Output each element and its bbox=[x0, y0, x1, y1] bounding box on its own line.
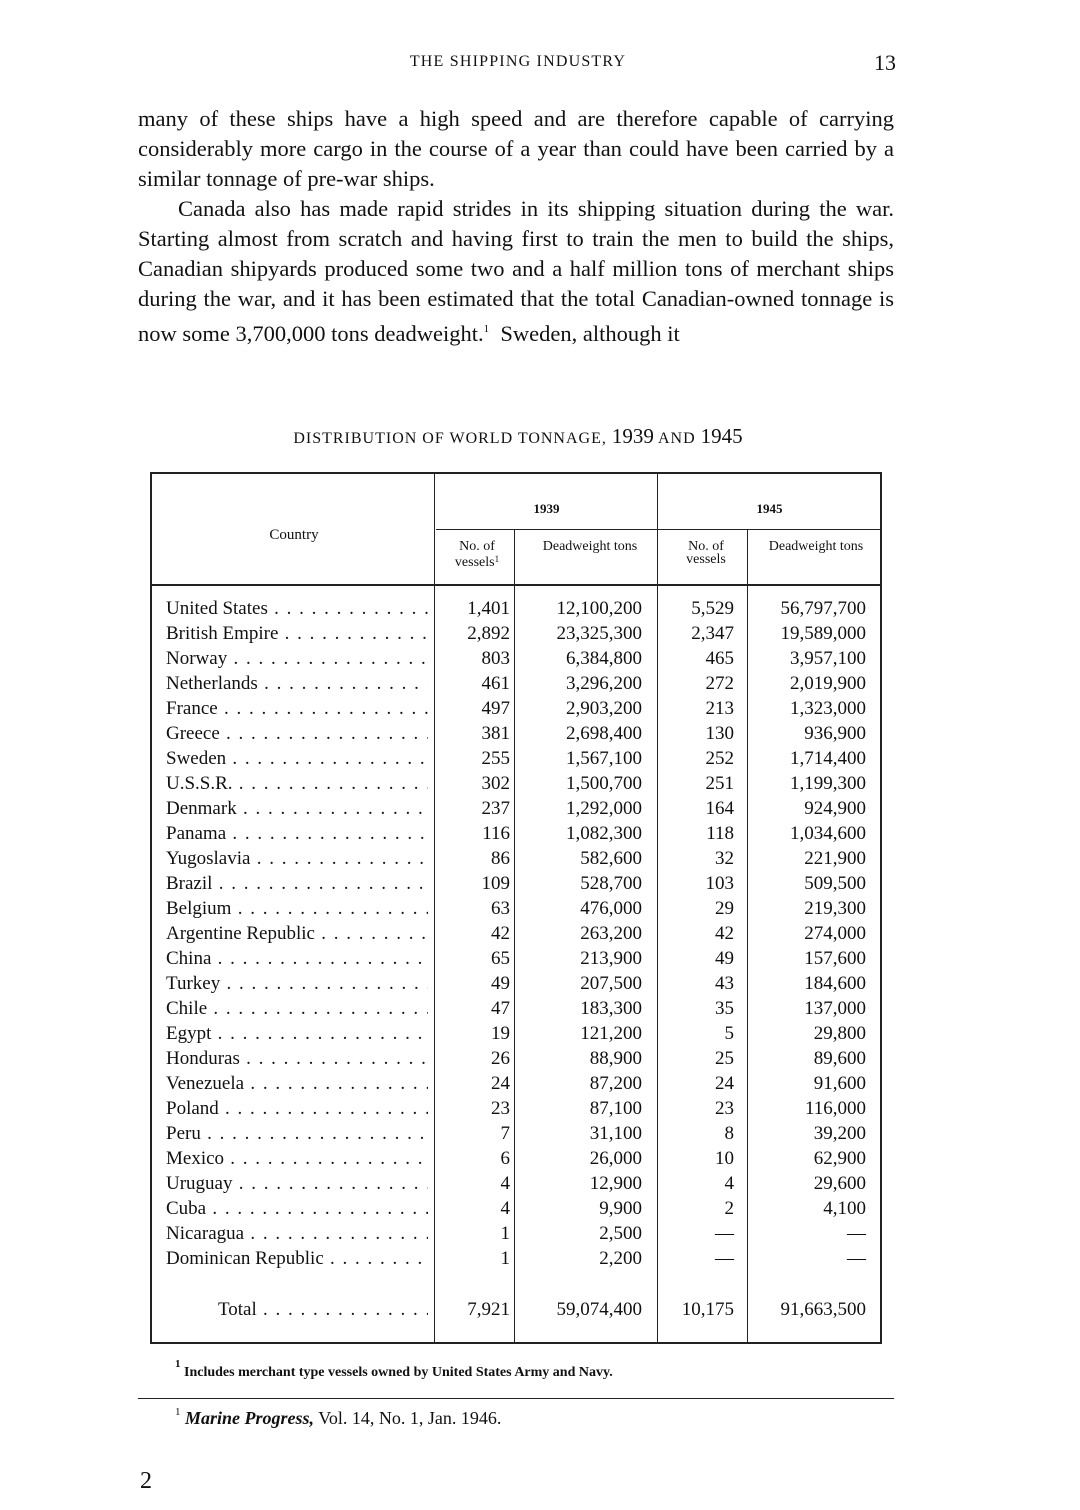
table-row bbox=[152, 946, 880, 971]
tons-1939-cell: 1,567,100 bbox=[566, 748, 642, 769]
vessels-1939-cell: 19 bbox=[491, 1023, 510, 1044]
vessels-1945-cell: 42 bbox=[715, 923, 734, 944]
paragraph-2-tail: Sweden, although it bbox=[500, 321, 680, 346]
footnote-rule bbox=[138, 1398, 894, 1399]
vessels-1939-cell: 237 bbox=[481, 798, 510, 819]
vessels-1939-cell: 26 bbox=[491, 1048, 510, 1069]
table-row bbox=[152, 1246, 880, 1271]
vessels-1945-cell: 24 bbox=[715, 1073, 734, 1094]
country-cell: British Empire . . . bbox=[166, 621, 428, 646]
tons-1945-cell: 1,199,300 bbox=[790, 773, 866, 794]
table-row bbox=[152, 1021, 880, 1046]
tons-1939-cell: 528,700 bbox=[580, 873, 642, 894]
tons-1945-cell: 3,957,100 bbox=[790, 648, 866, 669]
tons-1939-cell: 87,100 bbox=[589, 1098, 642, 1119]
header-1945: 1945 bbox=[756, 501, 783, 516]
vessels-1945-cell: 251 bbox=[705, 773, 734, 794]
tons-1945-cell: 137,000 bbox=[804, 998, 866, 1019]
tons-1945-cell: 184,600 bbox=[804, 973, 866, 994]
vessels-1945-cell: 23 bbox=[715, 1098, 734, 1119]
page-number: 13 bbox=[874, 50, 896, 75]
tons-1945-cell: 62,900 bbox=[813, 1148, 866, 1169]
table-row bbox=[152, 1096, 880, 1121]
table-row bbox=[152, 796, 880, 821]
country-cell: France . . . bbox=[166, 696, 428, 721]
country-cell: Nicaragua . . . bbox=[166, 1221, 428, 1246]
tons-1939-cell: 6,384,800 bbox=[566, 648, 642, 669]
vessels-1945-cell: 10 bbox=[715, 1148, 734, 1169]
tons-1945-cell: 924,900 bbox=[804, 798, 866, 819]
table-row bbox=[152, 1171, 880, 1196]
footnote-number: 1 bbox=[175, 1406, 181, 1418]
country-cell: U.S.S.R. . . . bbox=[166, 771, 428, 796]
paragraph-2 bbox=[138, 194, 894, 349]
country-cell: Belgium . . . bbox=[166, 896, 428, 921]
table-caption bbox=[140, 424, 896, 449]
tons-1939-cell: 87,200 bbox=[589, 1073, 642, 1094]
table-row bbox=[152, 821, 880, 846]
tons-1939-cell: 2,903,200 bbox=[566, 698, 642, 719]
vessels-1945-cell: 130 bbox=[705, 723, 734, 744]
header-vessels-1945: No. of vessels bbox=[686, 539, 726, 567]
vessels-1945-cell: 29 bbox=[715, 898, 734, 919]
vessels-1939-cell: 109 bbox=[481, 873, 510, 894]
vessels-1939-cell: 4 bbox=[500, 1173, 510, 1194]
table-note bbox=[175, 1358, 613, 1381]
tons-1945-cell: 1,034,600 bbox=[790, 823, 866, 844]
tons-1939-cell: 9,900 bbox=[599, 1198, 642, 1219]
vessels-1945-cell: 118 bbox=[706, 823, 734, 844]
caption-and: AND bbox=[658, 430, 696, 447]
tons-1939-cell: 121,200 bbox=[580, 1023, 642, 1044]
country-cell: Greece . . . bbox=[166, 721, 428, 746]
table-row bbox=[152, 971, 880, 996]
country-cell: Egypt . . . bbox=[166, 1021, 428, 1046]
tons-1945-cell: 1,323,000 bbox=[790, 698, 866, 719]
header-tons-1945: Deadweight tons bbox=[768, 539, 864, 554]
table-row bbox=[152, 1046, 880, 1071]
country-cell: Dominican Republic . . . bbox=[166, 1246, 428, 1271]
vessels-1945-cell: 465 bbox=[705, 648, 734, 669]
country-cell: Mexico . . . bbox=[166, 1146, 428, 1171]
vessels-1939-cell: 6 bbox=[500, 1148, 510, 1169]
country-cell: United States . . . bbox=[166, 596, 428, 621]
tons-1945-cell: 29,800 bbox=[813, 1023, 866, 1044]
tons-1939-cell: 2,200 bbox=[599, 1248, 642, 1269]
tons-1945-cell: 2,019,900 bbox=[790, 673, 866, 694]
country-cell: Denmark . . . bbox=[166, 796, 428, 821]
table-row bbox=[152, 671, 880, 696]
country-cell: Argentine Republic . . . bbox=[166, 921, 428, 946]
tons-1945-cell: 4,100 bbox=[823, 1198, 866, 1219]
tons-1945-cell: 29,600 bbox=[813, 1173, 866, 1194]
caption-year-1: 1939 bbox=[611, 424, 654, 448]
tons-1945-cell: 116,000 bbox=[804, 1098, 866, 1119]
vessels-1945-cell: 32 bbox=[715, 848, 734, 869]
vessels-1945-cell: 4 bbox=[724, 1173, 734, 1194]
vessels-1939-cell: 497 bbox=[481, 698, 510, 719]
vessels-1945-cell: 35 bbox=[715, 998, 734, 1019]
country-cell: Cuba . . . bbox=[166, 1196, 428, 1221]
vessels-1939-cell: 1,401 bbox=[467, 598, 510, 619]
footnote bbox=[175, 1406, 501, 1429]
tons-1939-cell: 23,325,300 bbox=[556, 623, 642, 644]
tons-1939-cell: 476,000 bbox=[580, 898, 642, 919]
table-row bbox=[152, 771, 880, 796]
total-vessels-1945: 10,175 bbox=[681, 1299, 734, 1320]
table-row bbox=[152, 1146, 880, 1171]
tons-1939-cell: 88,900 bbox=[589, 1048, 642, 1069]
tons-1939-cell: 1,500,700 bbox=[566, 773, 642, 794]
signature-mark: 2 bbox=[140, 1468, 152, 1494]
table-row bbox=[152, 1121, 880, 1146]
table-row bbox=[152, 1071, 880, 1096]
tons-1945-cell: 274,000 bbox=[804, 923, 866, 944]
paragraph-2-text: Canada also has made rapid strides in its shipping situation during the war. Starting almost from scratch and having first to train the men to build the ships, Canadian shipyards produced some two and a half million tons of merchant ships during the war, and it has been estimated that the total Canadian-owned tonnage is now some 3,700,000 tons deadweight. bbox=[138, 196, 894, 346]
vessels-1939-cell: 65 bbox=[491, 948, 510, 969]
vessels-1939-cell: 461 bbox=[481, 673, 510, 694]
tons-1939-cell: 12,100,200 bbox=[556, 598, 642, 619]
country-cell: Uruguay . . . bbox=[166, 1171, 428, 1196]
vessels-1939-cell: 1 bbox=[500, 1248, 510, 1269]
table-note-text: Includes merchant type vessels owned by United States Army and Navy. bbox=[184, 1365, 613, 1380]
header-tons-1939: Deadweight tons bbox=[542, 539, 638, 554]
header-1939: 1939 bbox=[533, 501, 560, 516]
tons-1945-cell: 221,900 bbox=[804, 848, 866, 869]
vessels-1939-cell: 42 bbox=[491, 923, 510, 944]
vessels-1939-cell: 255 bbox=[481, 748, 510, 769]
running-head bbox=[140, 50, 896, 74]
vessels-1945-cell: 164 bbox=[705, 798, 734, 819]
vessels-1945-cell: 25 bbox=[715, 1048, 734, 1069]
vessels-1939-cell: 23 bbox=[491, 1098, 510, 1119]
vessels-1939-cell: 49 bbox=[491, 973, 510, 994]
country-cell: Chile . . . bbox=[166, 996, 428, 1021]
table-row bbox=[152, 846, 880, 871]
body-text bbox=[138, 104, 894, 349]
tons-1939-cell: 183,300 bbox=[580, 998, 642, 1019]
tons-1945-cell: 89,600 bbox=[813, 1048, 866, 1069]
table-row bbox=[152, 621, 880, 646]
tons-1939-cell: 207,500 bbox=[580, 973, 642, 994]
vessels-1939-cell: 803 bbox=[481, 648, 510, 669]
table-divider bbox=[152, 584, 880, 586]
vessels-1945-cell: 2,347 bbox=[691, 623, 734, 644]
tons-1945-cell: 19,589,000 bbox=[780, 623, 866, 644]
header-country: Country bbox=[269, 527, 319, 543]
vessels-1939-cell: 4 bbox=[500, 1198, 510, 1219]
table-row bbox=[152, 996, 880, 1021]
tons-1945-cell: 509,500 bbox=[804, 873, 866, 894]
table-row bbox=[152, 1196, 880, 1221]
tons-1945-cell: 936,900 bbox=[804, 723, 866, 744]
vessels-1939-cell: 302 bbox=[481, 773, 510, 794]
vessels-1939-cell: 47 bbox=[491, 998, 510, 1019]
tons-1939-cell: 2,698,400 bbox=[566, 723, 642, 744]
tons-1939-cell: 1,292,000 bbox=[566, 798, 642, 819]
total-tons-1945: 91,663,500 bbox=[780, 1299, 866, 1320]
vessels-1945-cell: 2 bbox=[724, 1198, 734, 1219]
vessels-1939-cell: 116 bbox=[482, 823, 510, 844]
tons-1945-cell: 91,600 bbox=[813, 1073, 866, 1094]
tons-1945-cell: 1,714,400 bbox=[790, 748, 866, 769]
tons-1939-cell: 31,100 bbox=[589, 1123, 642, 1144]
country-cell: Netherlands . . . bbox=[166, 671, 428, 696]
country-cell: Venezuela . . . bbox=[166, 1071, 428, 1096]
vessels-1939-cell: 86 bbox=[491, 848, 510, 869]
caption-prefix: DISTRIBUTION OF WORLD TONNAGE, bbox=[293, 430, 607, 447]
vessels-1945-cell: 272 bbox=[705, 673, 734, 694]
table-row bbox=[152, 871, 880, 896]
table-divider bbox=[436, 529, 880, 530]
table-note-marker: 1 bbox=[175, 1358, 181, 1370]
table-row bbox=[152, 646, 880, 671]
tons-1939-cell: 12,900 bbox=[589, 1173, 642, 1194]
vessels-1945-cell: 5 bbox=[724, 1023, 734, 1044]
country-cell: Yugoslavia . . . bbox=[166, 846, 428, 871]
tons-1939-cell: 1,082,300 bbox=[566, 823, 642, 844]
vessels-1945-cell: 8 bbox=[724, 1123, 734, 1144]
tons-1939-cell: 263,200 bbox=[580, 923, 642, 944]
footnote-source-rest: Vol. 14, No. 1, Jan. 1946. bbox=[318, 1408, 502, 1428]
paragraph-1: many of these ships have a high speed and are therefore capable of carrying considerably more cargo in the course of a year than could have been carried by a similar tonnage of pre-war ships. bbox=[138, 106, 894, 191]
country-cell: Sweden . . . bbox=[166, 746, 428, 771]
tons-1945-cell: 39,200 bbox=[813, 1123, 866, 1144]
vessels-1945-cell: 103 bbox=[705, 873, 734, 894]
table-row bbox=[152, 721, 880, 746]
tonnage-table bbox=[150, 472, 882, 1344]
total-tons-1939: 59,074,400 bbox=[556, 1299, 642, 1320]
table-row bbox=[152, 596, 880, 621]
country-cell: Poland . . . bbox=[166, 1096, 428, 1121]
table-row bbox=[152, 696, 880, 721]
vessels-1945-cell: 43 bbox=[715, 973, 734, 994]
vessels-1945-cell: 5,529 bbox=[691, 598, 734, 619]
table-body bbox=[152, 596, 880, 1271]
vessels-1939-cell: 2,892 bbox=[467, 623, 510, 644]
country-cell: Panama . . . bbox=[166, 821, 428, 846]
running-head-title: THE SHIPPING INDUSTRY bbox=[409, 53, 627, 70]
vessels-1939-cell: 24 bbox=[491, 1073, 510, 1094]
country-cell: Norway . . . bbox=[166, 646, 428, 671]
vessels-1945-cell: — bbox=[715, 1248, 734, 1269]
table-row bbox=[152, 1221, 880, 1246]
country-cell: China . . . bbox=[166, 946, 428, 971]
table-row bbox=[152, 896, 880, 921]
caption-year-2: 1945 bbox=[700, 424, 743, 448]
footnote-source-title: Marine Progress, bbox=[185, 1408, 315, 1428]
tons-1945-cell: — bbox=[847, 1248, 866, 1269]
tons-1939-cell: 582,600 bbox=[580, 848, 642, 869]
tons-1945-cell: 219,300 bbox=[804, 898, 866, 919]
vessels-1939-cell: 1 bbox=[500, 1223, 510, 1244]
vessels-1939-cell: 7 bbox=[500, 1123, 510, 1144]
tons-1939-cell: 213,900 bbox=[580, 948, 642, 969]
country-cell: Honduras . . . bbox=[166, 1046, 428, 1071]
header-vessels-1939: No. of vessels$^1$ bbox=[454, 539, 500, 570]
tons-1945-cell: 56,797,700 bbox=[780, 598, 866, 619]
vessels-1945-cell: 213 bbox=[705, 698, 734, 719]
tons-1939-cell: 3,296,200 bbox=[566, 673, 642, 694]
vessels-1945-cell: 49 bbox=[715, 948, 734, 969]
tons-1939-cell: 26,000 bbox=[589, 1148, 642, 1169]
tons-1939-cell: 2,500 bbox=[599, 1223, 642, 1244]
tons-1945-cell: 157,600 bbox=[804, 948, 866, 969]
vessels-1939-cell: 381 bbox=[481, 723, 510, 744]
table-row bbox=[152, 746, 880, 771]
footnote-marker: 1 bbox=[483, 323, 490, 335]
country-cell: Brazil . . . bbox=[166, 871, 428, 896]
total-vessels-1939: 7,921 bbox=[467, 1299, 510, 1320]
vessels-1945-cell: — bbox=[715, 1223, 734, 1244]
vessels-1945-cell: 252 bbox=[705, 748, 734, 769]
total-row bbox=[152, 1296, 880, 1324]
tons-1945-cell: — bbox=[847, 1223, 866, 1244]
country-cell: Peru . . . bbox=[166, 1121, 428, 1146]
table-row bbox=[152, 921, 880, 946]
total-label: Total . . . bbox=[218, 1296, 428, 1324]
vessels-1939-cell: 63 bbox=[491, 898, 510, 919]
country-cell: Turkey . . . bbox=[166, 971, 428, 996]
